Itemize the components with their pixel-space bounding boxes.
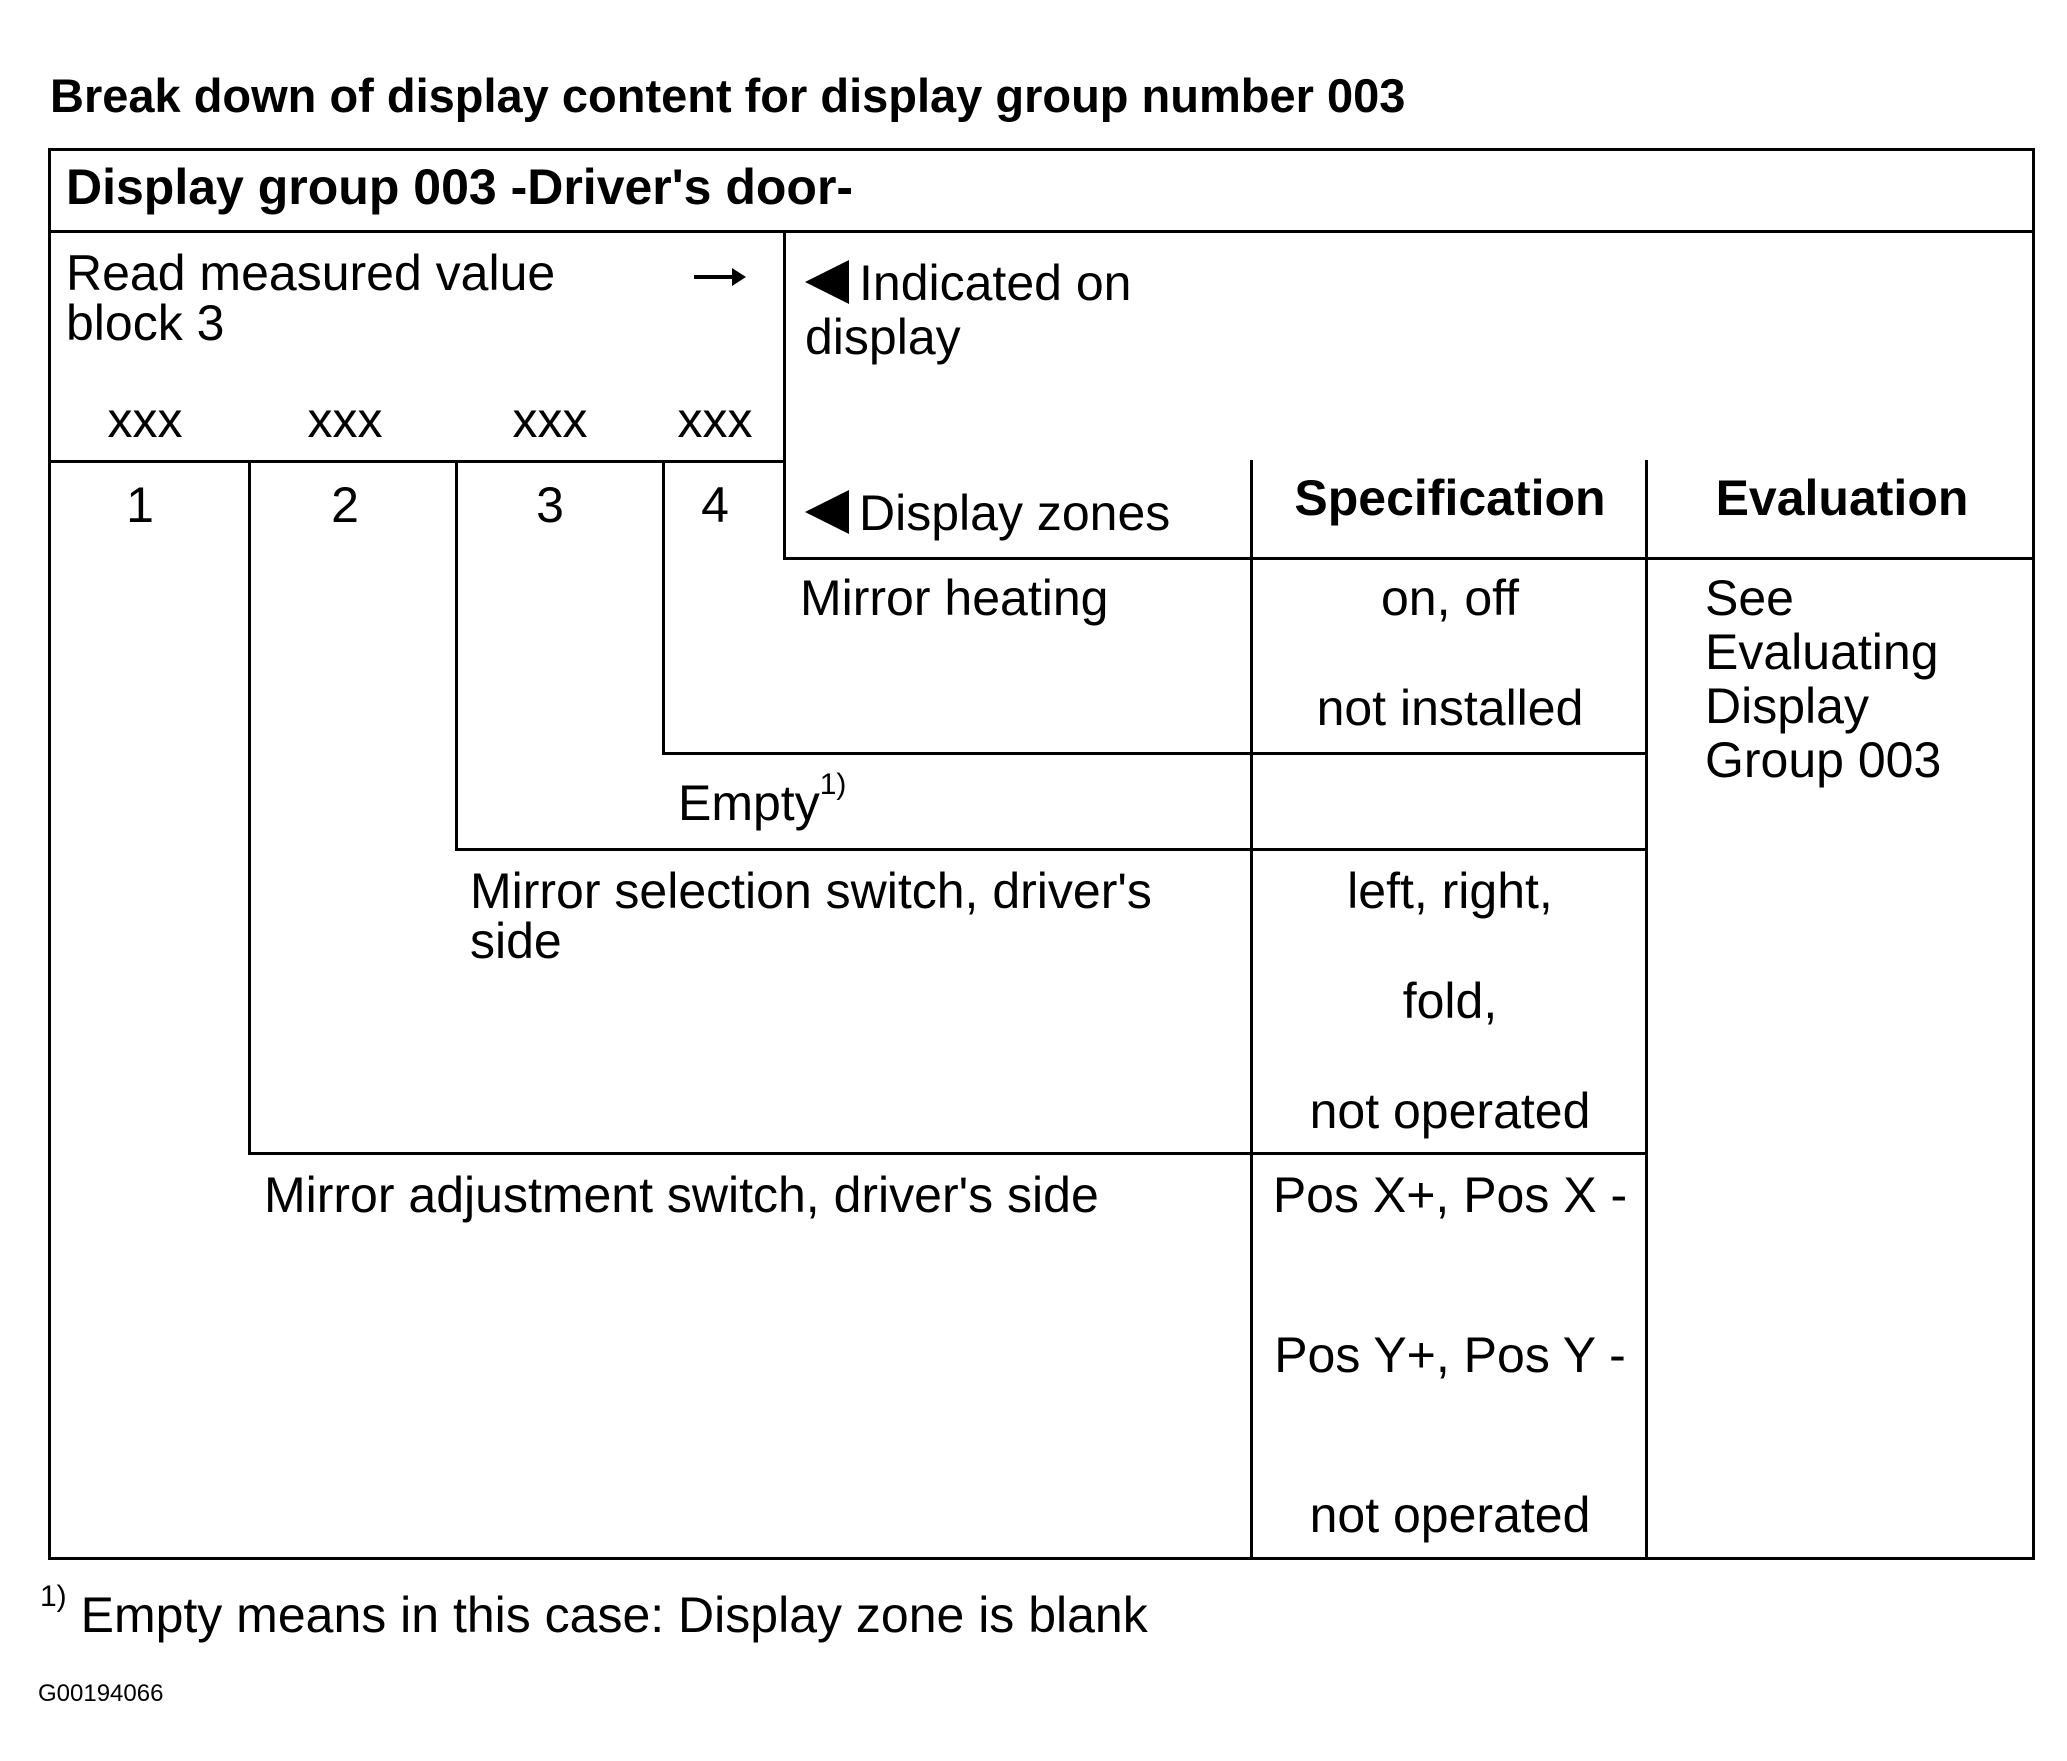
placeholder-1: xxx: [107, 392, 183, 448]
left-triangle-icon: [805, 490, 849, 534]
read-block-line1: Read measured value: [66, 245, 556, 301]
empty-footnote-mark: 1): [819, 768, 847, 801]
mirror-heating-spec1: on, off: [1380, 570, 1520, 626]
mirror-heating-label: Mirror heating: [800, 570, 1109, 626]
left-triangle-icon: [805, 260, 849, 304]
zone-number-1: 1: [126, 477, 154, 533]
empty-label-text: Empty: [678, 775, 820, 831]
display-zones-label: Display zones: [859, 485, 1171, 541]
specification-header: Specification: [1294, 470, 1606, 526]
diagram-heading: Break down of display content for display group number 003: [50, 69, 1406, 122]
footnote: [40, 1580, 1148, 1643]
mirror-heating-spec2: not installed: [1316, 680, 1584, 736]
footnote-mark: 1): [40, 1580, 67, 1613]
indicated-label: Indicated on: [859, 255, 1132, 311]
zone-number-2: 2: [331, 477, 359, 533]
mirror-adjustment-label: Mirror adjustment switch, driver's side: [264, 1167, 1099, 1223]
zone2-bracket-horizontal: [248, 1152, 1648, 1155]
evaluation-line3: Display: [1705, 678, 1869, 734]
zone4-bracket-vertical: [662, 460, 665, 754]
empty-row-label: [678, 768, 847, 831]
evaluation-header: Evaluation: [1715, 470, 1969, 526]
mirror-selection-label1: Mirror selection switch, driver's: [470, 863, 1152, 919]
read-block-divider: [783, 230, 786, 560]
zone3-bracket-horizontal: [455, 848, 1648, 851]
title-divider: [48, 230, 2035, 233]
mirror-selection-label2: side: [470, 913, 562, 969]
group-title: Display group 003 -Driver's door-: [66, 159, 854, 215]
eval-column-left: [1645, 460, 1648, 1560]
mirror-adjustment-spec2: Pos Y+, Pos Y -: [1274, 1327, 1626, 1383]
zone2-bracket-vertical: [248, 460, 251, 1155]
zone4-bracket-horizontal: [662, 752, 1648, 755]
mirror-selection-spec3: not operated: [1309, 1083, 1591, 1139]
zone-number-3: 3: [536, 477, 564, 533]
footnote-text: Empty means in this case: Display zone is blank: [80, 1587, 1148, 1643]
xxx-row-divider: [48, 460, 786, 463]
read-block-line2: block 3: [66, 295, 225, 351]
indicated-line2: display: [805, 309, 961, 365]
zone-number-4: 4: [701, 477, 729, 533]
evaluation-line1: See: [1705, 570, 1794, 626]
mirror-selection-spec2: fold,: [1402, 973, 1498, 1029]
indicated-line1: [805, 255, 1132, 311]
mirror-adjustment-spec1: Pos X+, Pos X -: [1272, 1167, 1628, 1223]
display-zones-header: [805, 485, 1171, 541]
placeholder-4: xxx: [677, 392, 753, 448]
placeholder-2: xxx: [307, 392, 383, 448]
mirror-selection-spec1: left, right,: [1347, 863, 1553, 919]
table-frame: [48, 148, 2035, 1560]
figure-id: G00194066: [38, 1680, 164, 1707]
mirror-adjustment-spec3: not operated: [1309, 1487, 1591, 1543]
spec-column-left: [1250, 460, 1253, 1560]
right-arrow-icon: [690, 262, 750, 292]
evaluation-line4: Group 003: [1705, 732, 1942, 788]
zone3-bracket-vertical: [455, 460, 458, 851]
evaluation-line2: Evaluating: [1705, 624, 1939, 680]
header-divider: [783, 557, 2035, 560]
placeholder-3: xxx: [512, 392, 588, 448]
